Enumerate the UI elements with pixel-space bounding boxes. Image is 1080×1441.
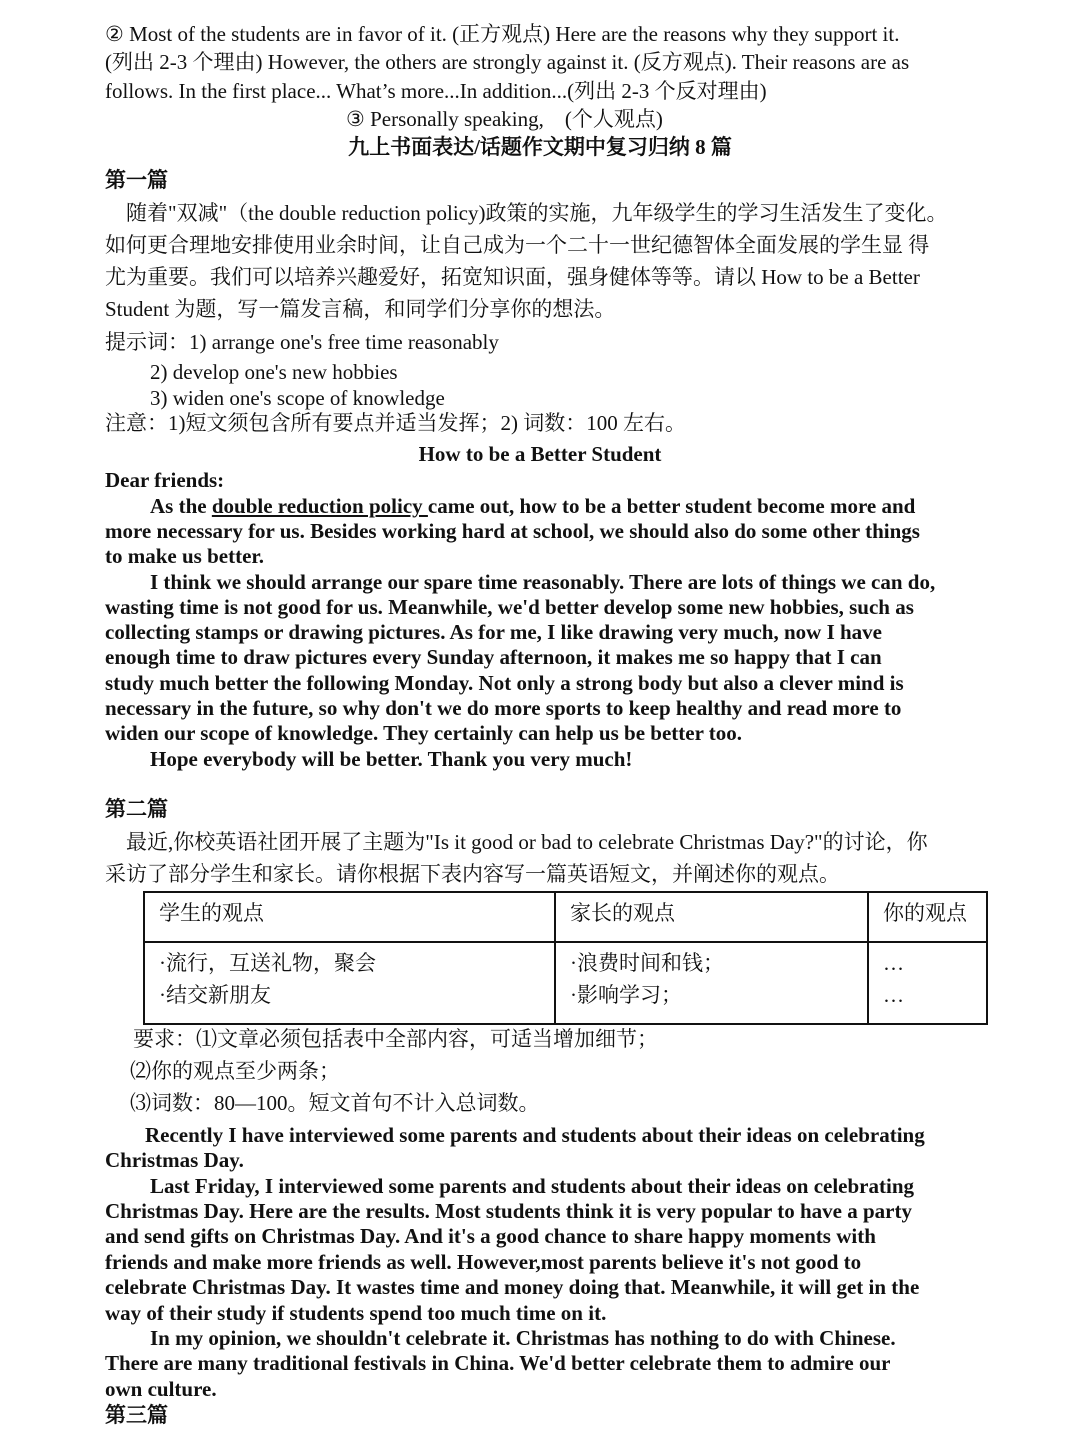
essay1-line-7: enough time to draw pictures every Sunday afternoon, it makes me so happy that I can <box>105 645 882 669</box>
cell-students <box>144 942 555 1024</box>
section1-prompt-4: Student 为题，写一篇发言稿，和同学们分享你的想法。 <box>105 297 616 321</box>
intro-line-3: follows. In the first place... What’s more...In addition...(列出 2-3 个反对理由) <box>105 79 767 103</box>
section1-note: 注意：1)短文须包含所有要点并适当发挥；2) 词数：100 左右。 <box>105 411 686 435</box>
section2-prompt-2: 采访了部分学生和家长。请你根据下表内容写一篇英语短文，并阐述你的观点。 <box>105 862 840 886</box>
students-point-2: ·结交新朋友 <box>159 983 271 1007</box>
requirement-2: ⑵你的观点至少两条； <box>130 1059 340 1083</box>
essay2-line-9: In my opinion, we shouldn't celebrate it. Christmas has nothing to do with Chinese. <box>150 1326 896 1350</box>
hint-2: 2) develop one's new hobbies <box>150 360 398 384</box>
essay2-line-11: own culture. <box>105 1377 217 1401</box>
opinions-table <box>143 891 988 1025</box>
section1-prompt-1: 随着"双减"（the double reduction policy)政策的实施，九年级学生的学习生活发生了变化。 <box>126 201 948 225</box>
parents-point-2: ·影响学习； <box>570 983 682 1007</box>
table-header-row <box>144 892 987 942</box>
essay1-line-4: I think we should arrange our spare time reasonably. There are lots of things we can do, <box>150 570 936 594</box>
yours-point-1: … <box>883 951 904 975</box>
hint-3: 3) widen one's scope of knowledge <box>150 386 445 410</box>
parents-point-1: ·浪费时间和钱； <box>570 951 724 975</box>
essay2-line-6: friends and make more friends as well. However,most parents believe it's not good to <box>105 1250 862 1274</box>
essay2-line-5: and send gifts on Christmas Day. And it's a good chance to share happy moments with <box>105 1224 876 1248</box>
underlined-phrase: double reduction policy <box>211 494 428 518</box>
essay1-line-3: to make us better. <box>105 544 265 568</box>
header-students: 学生的观点 <box>144 892 555 942</box>
intro-line-4: ③ Personally speaking, (个人观点) <box>346 107 663 131</box>
essay1-line-2: more necessary for us. Besides working hard at school, we should also do some other things <box>105 519 920 543</box>
essay1-line-1 <box>150 493 915 519</box>
section2-heading: 第二篇 <box>105 797 168 821</box>
essay2-line-7: celebrate Christmas Day. It wastes time and money doing that. Meanwhile, it will get in the <box>105 1275 920 1299</box>
table-row <box>144 942 987 1024</box>
intro-line-1: ② Most of the students are in favor of it. (正方观点) Here are the reasons why they support it. <box>105 22 900 46</box>
essay1-line-1b: came out, how to be a better student become more and <box>427 494 916 518</box>
essay1-line-1a: As the <box>150 494 212 518</box>
header-parents: 家长的观点 <box>555 892 868 942</box>
essay2-line-8: way of their study if students spend too much time on it. <box>105 1301 607 1325</box>
requirement-1: 要求：⑴文章必须包括表中全部内容，可适当增加细节； <box>133 1027 658 1051</box>
yours-point-2: … <box>883 983 904 1007</box>
essay2-line-2: Christmas Day. <box>105 1148 244 1172</box>
section1-heading: 第一篇 <box>105 168 168 192</box>
intro-line-2: (列出 2-3 个理由) However, the others are strongly against it. (反方观点). Their reasons are as <box>105 50 910 74</box>
essay1-line-6: collecting stamps or drawing pictures. As for me, I like drawing very much, now I have <box>105 620 882 644</box>
document-title: 九上书面表达/话题作文期中复习归纳 8 篇 <box>348 135 732 159</box>
cell-yours <box>868 942 987 1024</box>
hint-label: 提示词： <box>105 330 189 354</box>
essay1-title: How to be a Better Student <box>418 442 662 466</box>
section1-prompt-2: 如何更合理地安排使用业余时间，让自己成为一个二十一世纪德智体全面发展的学生显 得 <box>105 233 930 257</box>
essay1-line-5: wasting time is not good for us. Meanwhile, we'd better develop some new hobbies, such as <box>105 595 914 619</box>
cell-parents <box>555 942 868 1024</box>
essay1-line-9: necessary in the future, so why don't we do more sports to keep healthy and read more to <box>105 696 902 720</box>
section1-hints <box>105 329 499 355</box>
students-point-1: ·流行，互送礼物，聚会 <box>159 951 376 975</box>
section1-prompt-3: 尤为重要。我们可以培养兴趣爱好，拓宽知识面，强身健体等等。请以 How to be a Better <box>105 265 920 289</box>
essay2-line-10: There are many traditional festivals in China. We'd better celebrate them to admire our <box>105 1351 891 1375</box>
essay1-line-8: study much better the following Monday. Not only a strong body but also a clever mind is <box>105 671 904 695</box>
section2-prompt-1: 最近,你校英语社团开展了主题为"Is it good or bad to celebrate Christmas Day?"的讨论，你 <box>126 830 928 854</box>
requirement-3: ⑶词数：80—100。短文首句不计入总词数。 <box>130 1091 540 1115</box>
essay2-line-3: Last Friday, I interviewed some parents and students about their ideas on celebrating <box>150 1174 914 1198</box>
section3-heading: 第三篇 <box>105 1403 168 1427</box>
essay1-greeting: Dear friends: <box>105 468 225 492</box>
essay1-line-11: Hope everybody will be better. Thank you very much! <box>150 747 633 771</box>
essay2-line-4: Christmas Day. Here are the results. Most students think it is very popular to have a party <box>105 1199 912 1223</box>
header-yours: 你的观点 <box>868 892 987 942</box>
essay2-line-1: Recently I have interviewed some parents and students about their ideas on celebrating <box>145 1123 925 1147</box>
hint-1: 1) arrange one's free time reasonably <box>189 330 499 354</box>
essay1-line-10: widen our scope of knowledge. They certainly can help us be better too. <box>105 721 743 745</box>
